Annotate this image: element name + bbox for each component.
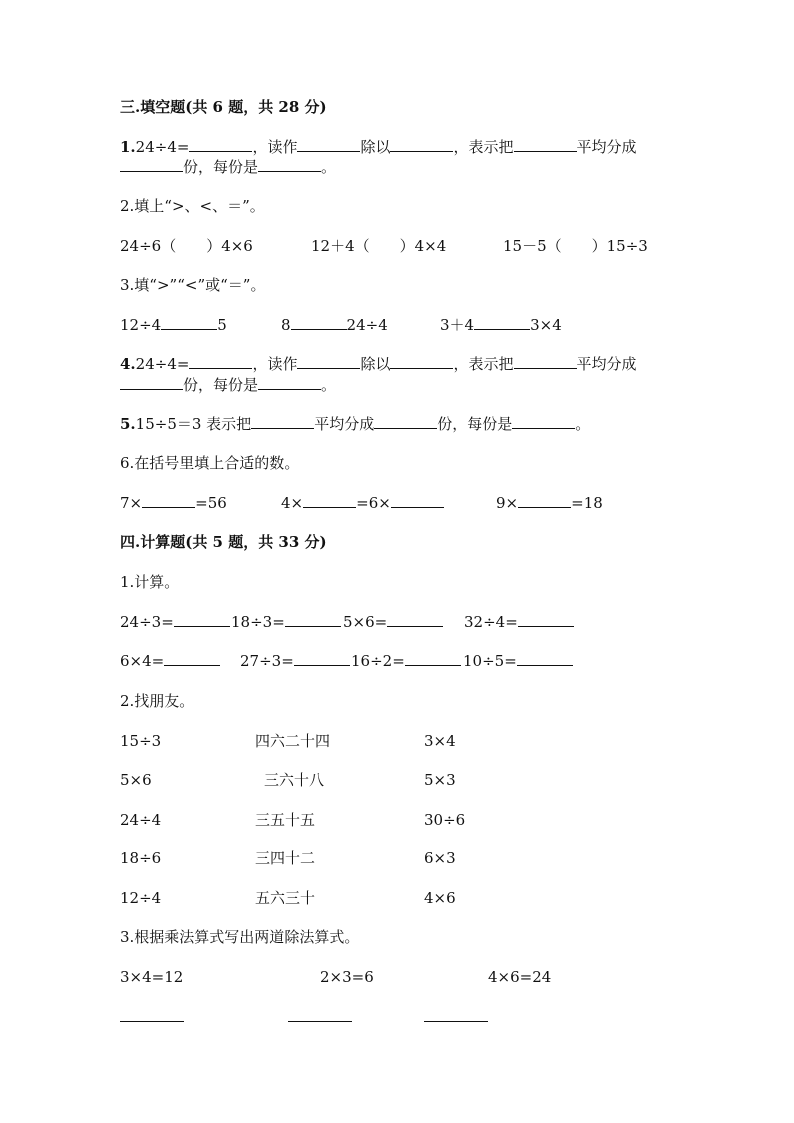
question-4-text: 除以 (360, 355, 391, 373)
expression-right: =56 (195, 494, 227, 512)
match-rhyme[interactable]: 四六二十四 (255, 732, 331, 750)
answer-blank[interactable] (189, 354, 252, 369)
match-rhyme[interactable]: 三五十五 (255, 811, 316, 829)
answer-blank[interactable] (390, 137, 453, 152)
expression-left: 12÷4 (120, 316, 162, 334)
fill-item (120, 493, 227, 513)
question-2-stem: 2.填上“>、<、＝”。 (120, 197, 265, 215)
answer-line[interactable] (288, 1021, 352, 1022)
answer-blank[interactable] (285, 612, 341, 627)
answer-blank[interactable] (294, 651, 350, 666)
calc-expression: 27÷3= (240, 652, 294, 670)
calc-item (231, 612, 341, 632)
question-4-line-2 (120, 375, 336, 395)
question-4-text: ，读作 (252, 355, 298, 373)
match-expression[interactable]: 6×3 (424, 849, 456, 867)
question-5-text: 15÷5＝3 表示把 (135, 415, 252, 433)
expression-left: 4× (281, 494, 304, 512)
calc-expression: 10÷5= (463, 652, 517, 670)
answer-blank[interactable] (474, 315, 530, 330)
question-1-text: 除以 (360, 138, 391, 156)
answer-blank[interactable] (291, 315, 347, 330)
answer-line[interactable] (120, 1021, 184, 1022)
question-4-expression: 24÷4= (135, 355, 190, 373)
question-5-text: 。 (575, 415, 591, 433)
section-4-title: 四.计算题(共 5 题，共 33 分) (120, 533, 327, 551)
question-5-number: 5. (120, 415, 136, 433)
question-1-line-2 (120, 157, 336, 177)
comparison-item[interactable]: 15－5（ ）15÷3 (503, 237, 648, 255)
fill-item (496, 493, 603, 513)
expression-left: 3＋4 (440, 316, 475, 334)
answer-blank[interactable] (374, 414, 437, 429)
match-expression[interactable]: 12÷4 (120, 889, 162, 907)
match-rhyme[interactable]: 五六三十 (255, 889, 316, 907)
answer-line[interactable] (424, 1021, 488, 1022)
answer-blank[interactable] (512, 414, 575, 429)
comparison-item (120, 315, 227, 335)
question-1-text: 份，每份是 (183, 158, 259, 176)
expression-right: =6× (356, 494, 391, 512)
answer-blank[interactable] (517, 651, 573, 666)
multiplication-equation: 4×6=24 (488, 968, 552, 986)
question-4-number: 4. (120, 355, 136, 373)
comparison-item[interactable]: 24÷6（ ）4×6 (120, 237, 253, 255)
answer-blank[interactable] (120, 157, 183, 172)
answer-blank[interactable] (120, 375, 183, 390)
question-1-expression: 24÷4= (135, 138, 190, 156)
answer-blank[interactable] (514, 137, 577, 152)
question-5-text: 份，每份是 (437, 415, 513, 433)
answer-blank[interactable] (387, 612, 443, 627)
comparison-item (281, 315, 388, 335)
expression-left: 9× (496, 494, 519, 512)
answer-blank[interactable] (297, 137, 360, 152)
answer-blank[interactable] (142, 493, 195, 508)
match-rhyme[interactable]: 三六十八 (264, 771, 325, 789)
question-4-text: 平均分成 (576, 355, 637, 373)
match-expression[interactable]: 24÷4 (120, 811, 162, 829)
question-1-text: ，表示把 (453, 138, 514, 156)
match-expression[interactable]: 3×4 (424, 732, 456, 750)
answer-blank[interactable] (405, 651, 461, 666)
calc-expression: 16÷2= (351, 652, 405, 670)
calc-item (343, 612, 443, 632)
answer-blank[interactable] (174, 612, 230, 627)
question-5-text: 平均分成 (314, 415, 375, 433)
question-4-line-1 (120, 354, 637, 374)
question-4-text: ，表示把 (453, 355, 514, 373)
answer-blank[interactable] (189, 137, 252, 152)
match-expression[interactable]: 5×6 (120, 771, 152, 789)
question-1-number: 1. (120, 138, 136, 156)
answer-blank[interactable] (297, 354, 360, 369)
question-6-stem: 6.在括号里填上合适的数。 (120, 454, 300, 472)
answer-blank[interactable] (258, 375, 321, 390)
calc-item (351, 651, 461, 671)
question-1-text: ，读作 (252, 138, 298, 156)
answer-blank[interactable] (164, 651, 220, 666)
comparison-item[interactable]: 12＋4（ ）4×4 (311, 237, 447, 255)
match-question-stem: 2.找朋友。 (120, 692, 195, 710)
answer-blank[interactable] (514, 354, 577, 369)
match-expression[interactable]: 30÷6 (424, 811, 466, 829)
question-4-text: 份，每份是 (183, 376, 259, 394)
answer-blank[interactable] (518, 493, 571, 508)
multiplication-equation: 3×4=12 (120, 968, 184, 986)
expression-right: 5 (217, 316, 227, 334)
match-expression[interactable]: 4×6 (424, 889, 456, 907)
calc-item (120, 612, 230, 632)
question-5 (120, 414, 590, 434)
question-4-text: 。 (321, 376, 337, 394)
calc-item (464, 612, 574, 632)
calc-item (463, 651, 573, 671)
calc-expression: 6×4= (120, 652, 165, 670)
calc-expression: 5×6= (343, 613, 388, 631)
question-3-stem: 3.填“>”“<”或“＝”。 (120, 276, 266, 294)
fill-item (281, 493, 444, 513)
section-3-title: 三.填空题(共 6 题，共 28 分) (120, 98, 327, 116)
calc-expression: 24÷3= (120, 613, 174, 631)
expression-right: 24÷4 (346, 316, 388, 334)
match-expression[interactable]: 5×3 (424, 771, 456, 789)
calc-expression: 18÷3= (231, 613, 285, 631)
match-rhyme[interactable]: 三四十二 (255, 849, 316, 867)
answer-blank[interactable] (518, 612, 574, 627)
answer-blank[interactable] (161, 315, 217, 330)
question-1-text: 。 (321, 158, 337, 176)
answer-blank[interactable] (258, 157, 321, 172)
calc-item (240, 651, 350, 671)
calc-question-stem: 1.计算。 (120, 573, 180, 591)
expression-left: 8 (281, 316, 291, 334)
calc-item (120, 651, 220, 671)
comparison-item (440, 315, 562, 335)
expression-right: 3×4 (530, 316, 562, 334)
multiplication-equation: 2×3=6 (320, 968, 374, 986)
question-1-text: 平均分成 (576, 138, 637, 156)
expression-right: =18 (571, 494, 603, 512)
expression-left: 7× (120, 494, 143, 512)
answer-blank[interactable] (391, 493, 444, 508)
answer-blank[interactable] (390, 354, 453, 369)
match-expression[interactable]: 18÷6 (120, 849, 162, 867)
division-question-stem: 3.根据乘法算式写出两道除法算式。 (120, 928, 360, 946)
match-expression[interactable]: 15÷3 (120, 732, 162, 750)
question-1-line-1 (120, 137, 637, 157)
answer-blank[interactable] (251, 414, 314, 429)
calc-expression: 32÷4= (464, 613, 518, 631)
answer-blank[interactable] (303, 493, 356, 508)
